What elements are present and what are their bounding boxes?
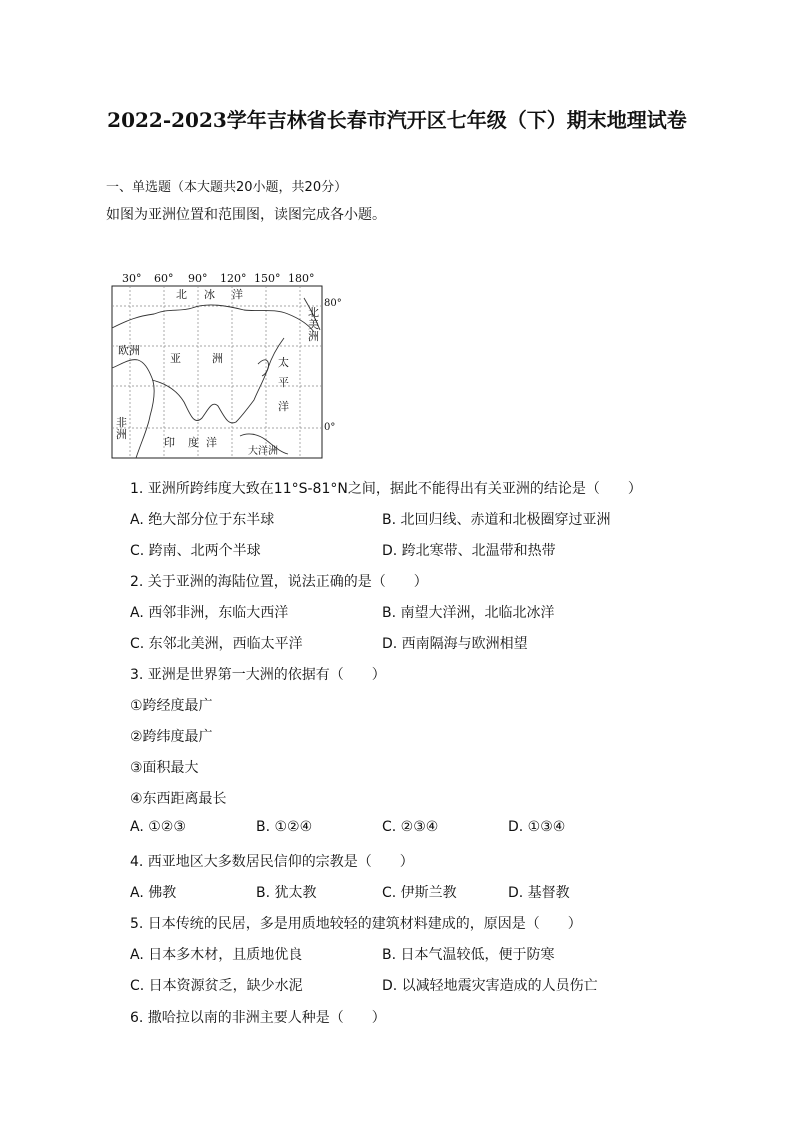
question-3-item: ②跨纬度最广 [130, 729, 213, 745]
question-5-option-b[interactable]: B. 日本气温较低，便于防寒 [382, 947, 555, 963]
question-1-option-a[interactable]: A. 绝大部分位于东半球 [130, 512, 275, 528]
map-grid [112, 286, 322, 458]
ocean-label: 洋 [206, 436, 217, 449]
question-5-option-d[interactable]: D. 以减轻地震灾害造成的人员伤亡 [382, 978, 598, 994]
continent-label: 欧洲 [118, 344, 140, 357]
question-4-option-b[interactable]: B. 犹太教 [256, 885, 317, 901]
question-2-option-c[interactable]: C. 东邻北美洲，西临太平洋 [130, 636, 303, 652]
lon-label: 90° [188, 272, 208, 285]
continent-label: 洲 [116, 428, 127, 441]
ocean-label: 北 [176, 288, 187, 301]
question-1-option-d[interactable]: D. 跨北寒带、北温带和热带 [382, 543, 556, 559]
question-3-option-c[interactable]: C. ②③④ [382, 819, 439, 835]
ocean-label: 平 [278, 376, 289, 389]
continent-label: 洲 [308, 330, 319, 343]
intro-text: 如图为亚洲位置和范围图，读图完成各小题。 [106, 207, 386, 223]
lat-label: 80° [324, 298, 342, 309]
question-3-item: ①跨经度最广 [130, 698, 213, 714]
question-2-option-a[interactable]: A. 西邻非洲，东临大西洋 [130, 605, 289, 621]
lon-label: 180° [288, 272, 315, 285]
question-3-option-a[interactable]: A. ①②③ [130, 819, 186, 835]
lon-label: 150° [254, 272, 281, 285]
continent-label: 美 [308, 318, 319, 331]
ocean-label: 洋 [232, 288, 243, 301]
ocean-label: 洋 [278, 400, 289, 413]
continent-label: 洲 [212, 352, 223, 365]
question-3-option-b[interactable]: B. ①②④ [256, 819, 313, 835]
continent-label: 北 [308, 306, 319, 319]
continent-label: 亚 [170, 352, 181, 365]
question-2-option-d[interactable]: D. 西南隔海与欧洲相望 [382, 636, 528, 652]
question-5-option-c[interactable]: C. 日本资源贫乏，缺少水泥 [130, 978, 303, 994]
question-5-stem: 5. 日本传统的民居，多是用质地较轻的建筑材料建成的，原因是（ ） [130, 916, 582, 932]
lon-label: 30° [122, 272, 142, 285]
question-1-option-c[interactable]: C. 跨南、北两个半球 [130, 543, 261, 559]
question-2-stem: 2. 关于亚洲的海陆位置，说法正确的是（ ） [130, 574, 428, 590]
page-title: 2022-2023学年吉林省长春市汽开区七年级（下）期末地理试卷 [107, 108, 687, 132]
lon-label: 120° [220, 272, 247, 285]
question-3-option-d[interactable]: D. ①③④ [508, 819, 566, 835]
question-3-item: ④东西距离最长 [130, 791, 227, 807]
question-4-option-c[interactable]: C. 伊斯兰教 [382, 885, 457, 901]
lon-label: 60° [154, 272, 174, 285]
question-2-option-b[interactable]: B. 南望大洋洲，北临北冰洋 [382, 605, 555, 621]
map-frame [112, 286, 322, 458]
question-4-option-a[interactable]: A. 佛教 [130, 885, 177, 901]
question-1-option-b[interactable]: B. 北回归线、赤道和北极圈穿过亚洲 [382, 512, 611, 528]
section-heading: 一、单选题（本大题共20小题，共20分） [106, 180, 348, 195]
question-3-item: ③面积最大 [130, 760, 199, 776]
ocean-label: 印 [164, 436, 175, 449]
question-5-option-a[interactable]: A. 日本多木材，且质地优良 [130, 947, 303, 963]
question-4-option-d[interactable]: D. 基督教 [508, 885, 570, 901]
asia-map [108, 268, 348, 464]
question-6-stem: 6. 撒哈拉以南的非洲主要人种是（ ） [130, 1010, 386, 1026]
question-4-stem: 4. 西亚地区大多数居民信仰的宗教是（ ） [130, 854, 414, 870]
question-3-stem: 3. 亚洲是世界第一大洲的依据有（ ） [130, 667, 386, 683]
lat-label: 0° [324, 422, 336, 433]
continent-label: 非 [116, 416, 127, 429]
question-1-stem: 1. 亚洲所跨纬度大致在11°S-81°N之间，据此不能得出有关亚洲的结论是（ ） [130, 481, 642, 497]
ocean-label: 太 [278, 356, 289, 369]
continent-label: 大洋洲 [248, 446, 278, 457]
ocean-label: 冰 [204, 288, 215, 301]
ocean-label: 度 [188, 436, 199, 449]
